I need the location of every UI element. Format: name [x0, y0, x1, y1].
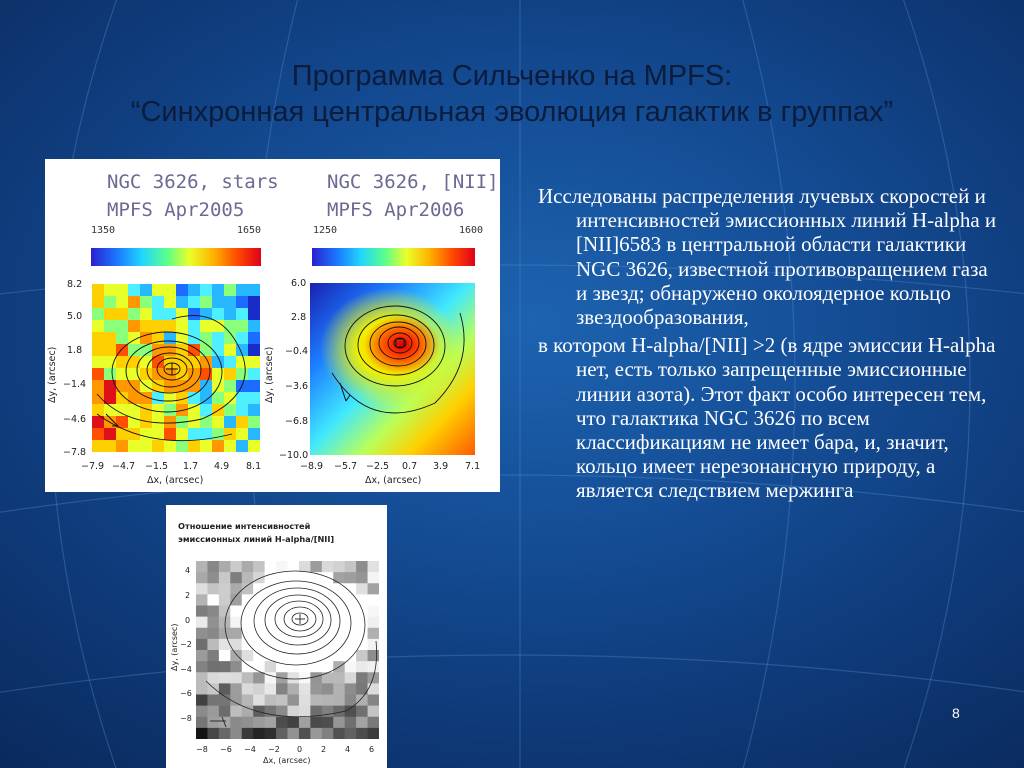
ratio-map-title-1: Отношение интенсивностей	[178, 521, 311, 531]
right-xtick: −2.5	[366, 461, 390, 472]
ratio-ytick: −2	[180, 640, 192, 649]
ratio-map-contours	[196, 561, 379, 739]
right-ytick: −10.0	[279, 450, 309, 461]
ratio-xtick: 2	[321, 745, 327, 754]
ratio-xtick: −4	[244, 745, 256, 754]
ratio-map-title-2: эмиссионных линий H-alpha/[NII]	[178, 534, 335, 544]
ratio-ytick: 2	[185, 591, 191, 600]
left-xtick: −1.5	[145, 461, 169, 472]
left-map-title-2: MPFS Apr2005	[107, 199, 245, 221]
right-velocity-map	[310, 283, 475, 455]
right-xtick: 3.9	[433, 461, 449, 472]
ratio-ytick: 0	[185, 616, 191, 625]
right-ylabel: Δy, (arcsec)	[264, 346, 275, 403]
ratio-map-title	[178, 520, 334, 546]
right-xtick: 7.1	[465, 461, 481, 472]
title-line-1: Программа Сильченко на MPFS:	[291, 60, 733, 92]
body-paragraph-1: Исследованы распределения лучевых скоростей и интенсивностей эмиссионных линий H-alpha и [NII]6583 в центральной области галактики NGC 3626, известной противовращением газа и звезд; обнаружено околоядерное кольцо звездообразования,	[538, 184, 997, 330]
ratio-ylabel: Δy, (arcsec)	[170, 623, 179, 671]
left-xtick: 4.9	[214, 461, 230, 472]
left-colorbar-min: 1350	[91, 225, 116, 236]
right-ytick: 2.8	[291, 312, 307, 323]
line-ratio-figure	[166, 505, 387, 768]
slide-title	[0, 58, 1024, 130]
velocity-maps-figure	[45, 159, 500, 492]
right-xtick: 0.7	[402, 461, 418, 472]
left-colorbar	[91, 248, 261, 266]
right-map-contours	[310, 283, 475, 455]
ratio-xtick: −2	[268, 745, 280, 754]
left-ytick: −4.6	[63, 414, 87, 425]
right-ytick: −0.4	[285, 346, 309, 357]
slide-body	[538, 184, 1000, 503]
right-xtick: −5.7	[334, 461, 358, 472]
ratio-ytick: 4	[185, 566, 191, 575]
ratio-xtick: 0	[297, 745, 303, 754]
right-ytick: −6.8	[285, 416, 309, 427]
ratio-ytick: −6	[180, 689, 192, 698]
right-ytick: −3.6	[285, 381, 309, 392]
right-colorbar-max: 1600	[459, 225, 484, 236]
left-velocity-map	[92, 284, 260, 452]
left-ytick: −7.8	[63, 447, 87, 458]
body-paragraph-2: в котором H-alpha/[NII] >2 (в ядре эмиссии H-alpha нет, есть только запрещенные эмиссионные линии азота). Этот факт особо интересен тем, что галактика NGC 3626 по всем классификациям не имеет бара, и, значит, кольцо имеет нерезонансную природу, а является следствием мержинга	[538, 333, 996, 503]
left-xtick: 8.1	[246, 461, 262, 472]
left-xtick: 1.7	[183, 461, 199, 472]
left-ytick: 8.2	[67, 279, 83, 290]
ratio-xlabel: Δx, (arcsec)	[263, 756, 311, 765]
ratio-xtick: 6	[369, 745, 375, 754]
left-ytick: 1.8	[67, 345, 83, 356]
left-colorbar-max: 1650	[237, 225, 262, 236]
right-ytick: 6.0	[291, 278, 307, 289]
right-colorbar	[312, 248, 475, 266]
ratio-xtick: −8	[196, 745, 208, 754]
title-line-2: “Синхронная центральная эволюция галактик в группах”	[130, 96, 894, 128]
ratio-xtick: 4	[345, 745, 351, 754]
right-map-title-2: MPFS Apr2006	[327, 199, 465, 221]
left-ytick: −1.4	[63, 379, 87, 390]
right-colorbar-min: 1250	[313, 225, 338, 236]
right-map-title-1: NGC 3626, [NII]	[327, 171, 499, 193]
ratio-xtick: −6	[220, 745, 232, 754]
left-xlabel: Δx, (arcsec)	[147, 475, 204, 486]
left-ytick: 5.0	[67, 311, 83, 322]
left-map-contours	[92, 284, 260, 452]
right-xlabel: Δx, (arcsec)	[365, 475, 422, 486]
right-xtick: −8.9	[300, 461, 324, 472]
left-map-title-1: NGC 3626, stars	[107, 171, 279, 193]
ratio-ytick: −4	[180, 665, 192, 674]
left-xtick: −7.9	[81, 461, 105, 472]
page-number: 8	[952, 705, 960, 721]
left-ylabel: Δy, (arcsec)	[47, 346, 58, 403]
left-xtick: −4.7	[112, 461, 136, 472]
ratio-ytick: −8	[180, 714, 192, 723]
ratio-map	[196, 561, 379, 739]
